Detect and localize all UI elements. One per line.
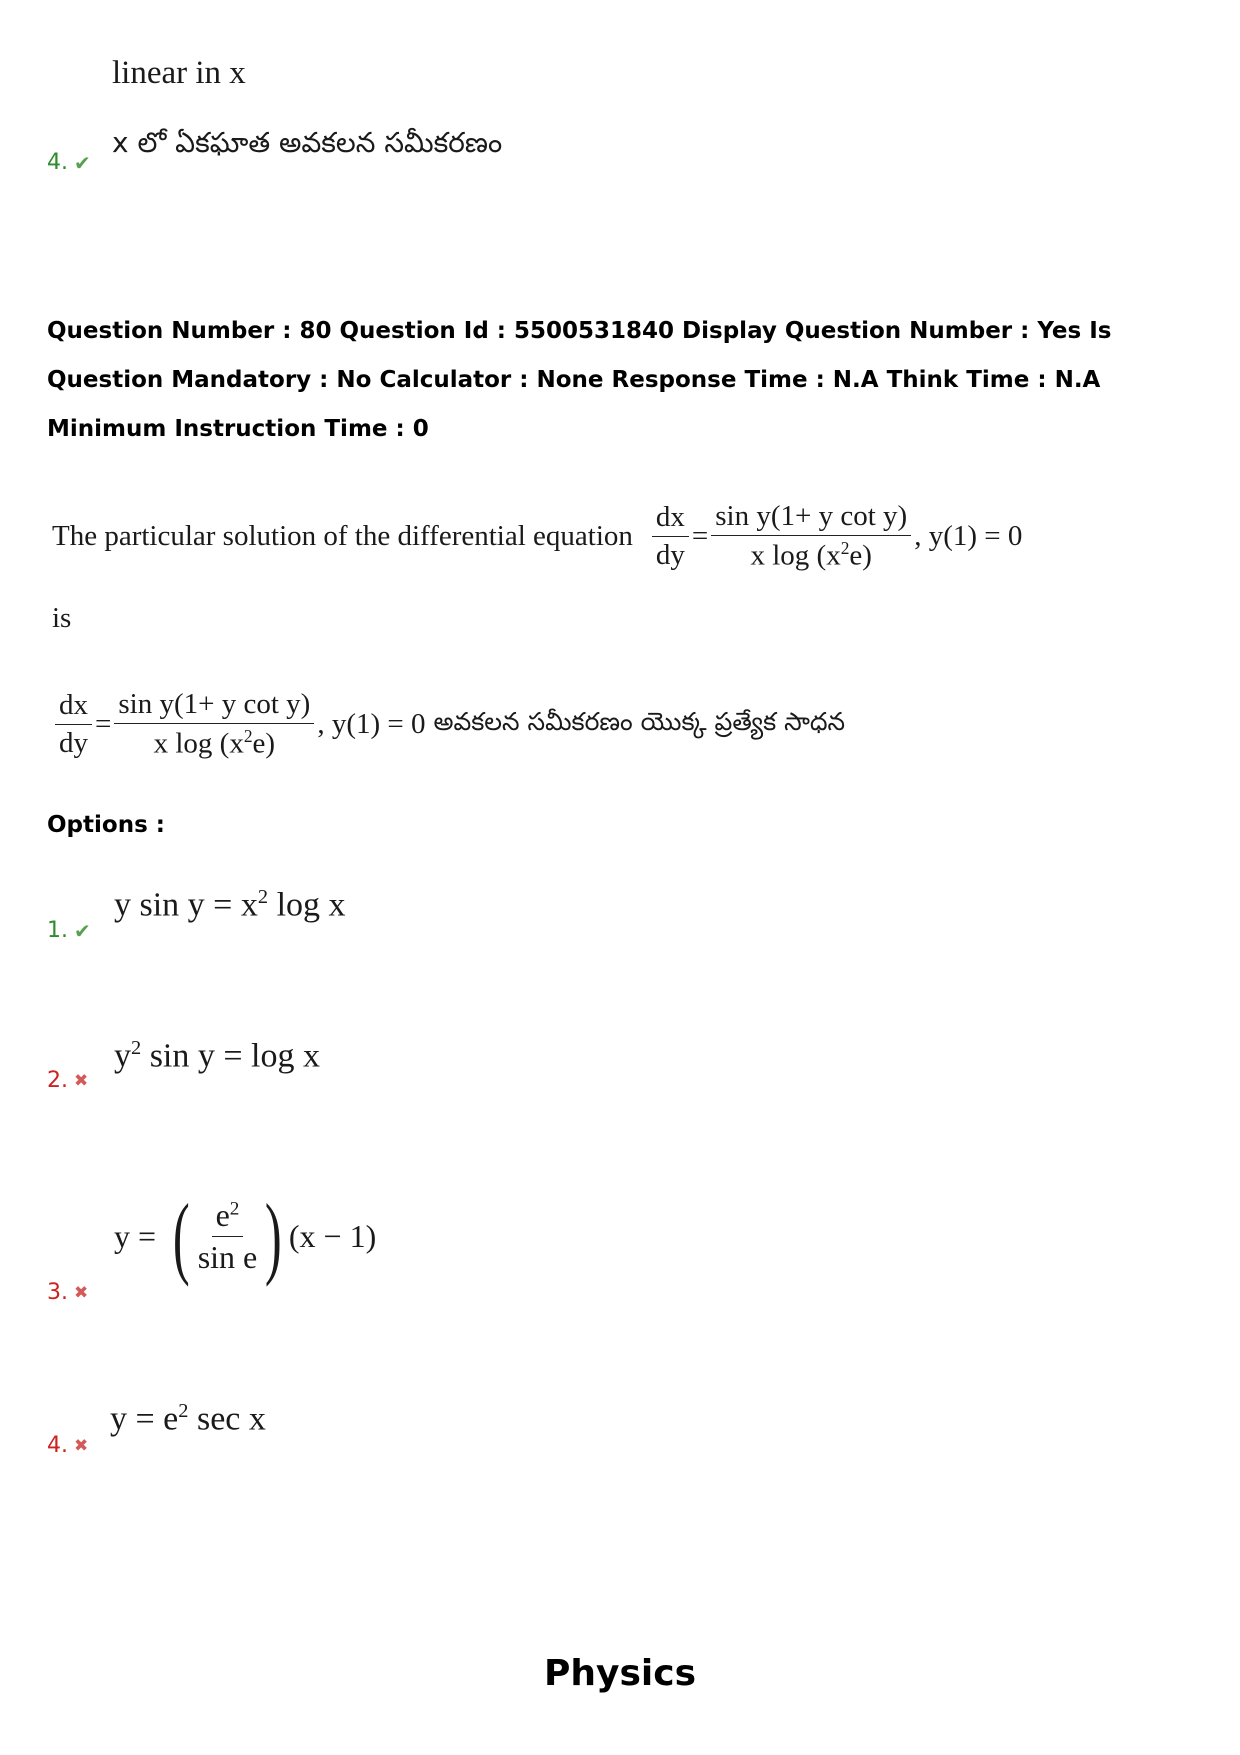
lhs-denominator-te: dy (59, 727, 88, 760)
rhs-numerator-te: sin y(1+ y cot y) (114, 688, 314, 724)
option-1-text (114, 886, 346, 924)
prev-option-4-number (47, 150, 91, 175)
prev-option-4-english: linear in x (112, 55, 246, 91)
option-4-number (47, 1433, 88, 1458)
right-paren: ) (265, 1185, 282, 1287)
rhs-den-a-te: x log (x (153, 728, 244, 760)
rhs-denominator (747, 536, 876, 573)
option-number-label: 4. (47, 1433, 68, 1458)
rhs-denominator-te (150, 724, 279, 761)
option-3-fraction (194, 1197, 262, 1276)
option-2-base: y (114, 1037, 131, 1075)
check-icon: ✔ (74, 919, 91, 943)
option-2-number (47, 1068, 88, 1093)
check-icon: ✔ (74, 151, 91, 175)
question-english-suffix: is (52, 602, 72, 634)
option-3-denominator: sin e (197, 1238, 258, 1275)
option-2-sup: 2 (131, 1037, 142, 1059)
rhs-den-sup-te: 2 (243, 726, 253, 747)
lhs-fraction-te (55, 689, 92, 761)
lhs-numerator: dx (652, 501, 689, 537)
option-3-numerator (212, 1197, 244, 1237)
cross-icon: ✖ (74, 1071, 89, 1091)
options-label: Options : (47, 812, 165, 838)
option-1-sup: 2 (257, 886, 269, 908)
question-english (52, 500, 1022, 573)
cross-icon: ✖ (74, 1283, 89, 1303)
rhs-den-a: x log (x (750, 540, 841, 572)
option-2-rest: sin y = log x (141, 1037, 321, 1075)
prev-option-4-telugu: x లో ఏకఘాత అవకలన సమీకరణం (112, 126, 503, 159)
option-1-rest: log x (268, 886, 346, 924)
question-english-prefix: The particular solution of the differential equation (52, 520, 633, 553)
option-1-base: y sin y = x (114, 886, 258, 924)
lhs-fraction (652, 501, 689, 573)
section-heading: Physics (543, 1653, 696, 1694)
cross-icon: ✖ (74, 1436, 89, 1456)
question-meta: Question Number : 80 Question Id : 5500531840 Display Question Number : Yes Is Question Mandatory : No Calculator : None Response Time : N.A Think Time : N.A Minimum Instruction Time : 0 (47, 318, 1112, 442)
rhs-fraction (711, 500, 911, 573)
option-3-rest: (x − 1) (288, 1217, 377, 1254)
option-4-sup: 2 (178, 1400, 189, 1422)
rhs-den-b: e) (849, 540, 872, 572)
option-4-text (110, 1400, 266, 1438)
option-number-label: 2. (47, 1068, 68, 1093)
question-telugu-suffix: అవకలన సమీకరణం యొక్క ప్రత్యేక సాధన (433, 706, 846, 736)
equals-sign-te: = (95, 708, 112, 741)
equals-sign: = (691, 520, 709, 553)
option-3-number (47, 1280, 88, 1305)
rhs-den-b-te: e) (252, 728, 276, 760)
option-number-label: 3. (47, 1280, 68, 1305)
rhs-numerator: sin y(1+ y cot y) (711, 500, 911, 536)
initial-condition-te: , y(1) = 0 (317, 708, 426, 741)
initial-condition: , y(1) = 0 (914, 520, 1023, 553)
lhs-numerator-te: dx (55, 689, 92, 725)
option-3-lhs: y = (114, 1217, 157, 1254)
option-3-num-base: e (215, 1196, 230, 1233)
rhs-den-sup: 2 (840, 538, 850, 559)
option-number-label: 1. (47, 918, 68, 943)
option-1-number (47, 918, 91, 943)
lhs-denominator: dy (655, 539, 685, 572)
rhs-fraction-te (114, 688, 314, 761)
option-4-rest: sec x (188, 1400, 266, 1438)
option-4-base: y = e (110, 1400, 179, 1438)
option-3-text (114, 1185, 377, 1287)
option-3-num-sup: 2 (229, 1198, 240, 1220)
question-telugu (52, 688, 845, 761)
left-paren: ( (172, 1185, 190, 1287)
option-2-text (114, 1037, 320, 1075)
prev-option-number-label: 4. (47, 150, 68, 175)
